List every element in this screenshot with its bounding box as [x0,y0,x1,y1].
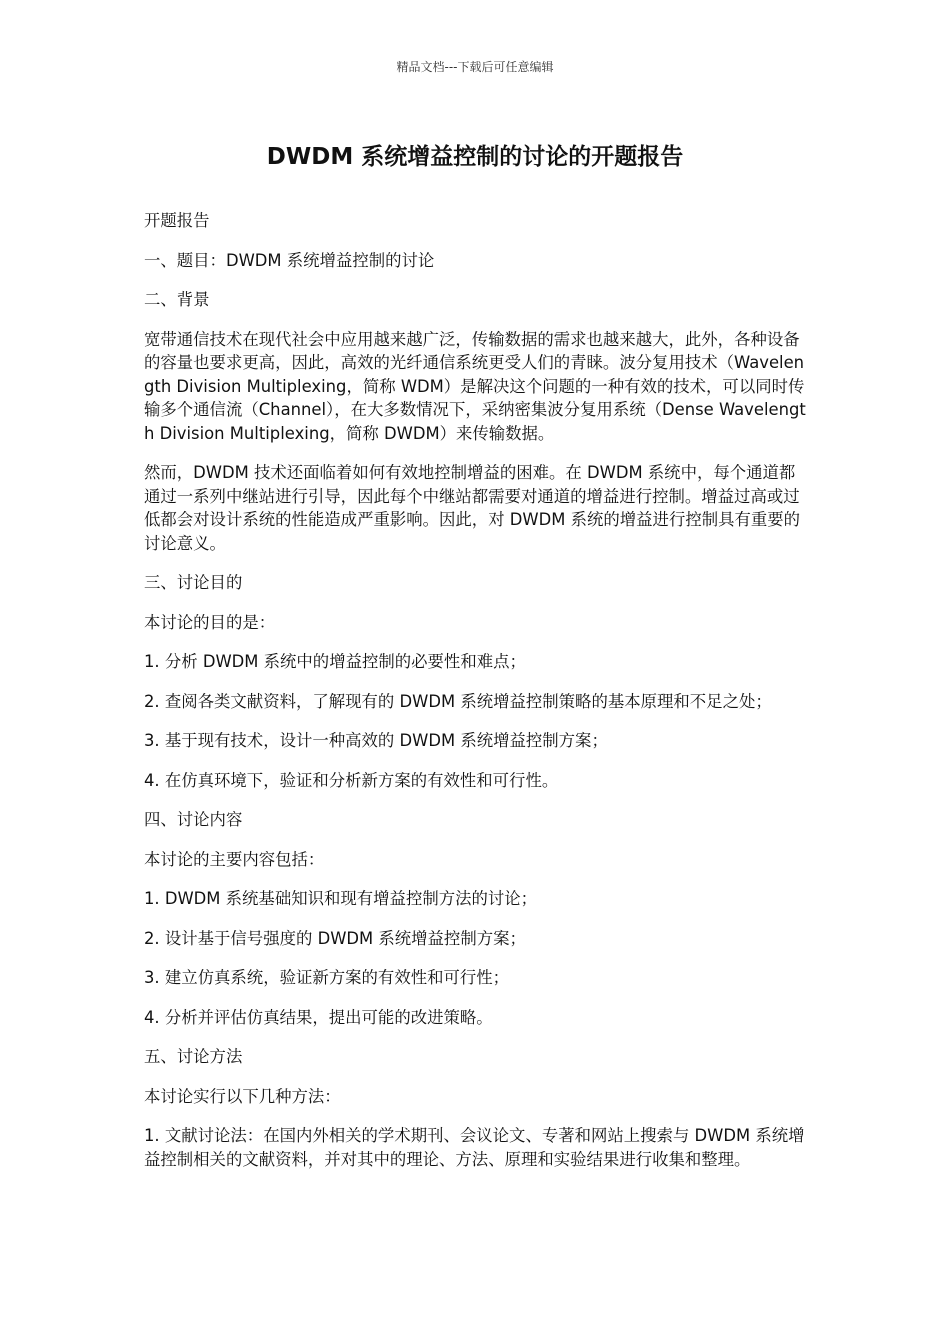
list-item-purpose-2: 2. 查阅各类文献资料，了解现有的 DWDM 系统增益控制策略的基本原理和不足之处； [144,691,772,711]
list-item-purpose-1: 1. 分析 DWDM 系统中的增益控制的必要性和难点； [144,652,526,671]
section-background-heading: 二、背景 [144,290,210,309]
list-item-method-1: 1. 文献讨论法：在国内外相关的学术期刊、会议论文、专著和网站上搜索与 DWDM 系统增益控制相关的文献资料，并对其中的理论、方法、原理和实验结果进行收集和整理。 [144,1126,805,1169]
document-title: DWDM 系统增益控制的讨论的开题报告 [266,144,684,170]
section-topic: 一、题目：DWDM 系统增益控制的讨论 [144,250,435,270]
list-item-content-4: 4. 分析并评估仿真结果，提出可能的改进策略。 [144,1007,493,1027]
paragraph-report-label: 开题报告 [144,211,210,230]
section-purpose-heading: 三、讨论目的 [144,573,243,592]
paragraph-purpose-intro: 本讨论的目的是： [144,612,276,632]
list-item-content-2: 2. 设计基于信号强度的 DWDM 系统增益控制方案； [144,928,526,948]
list-item-purpose-4: 4. 在仿真环境下，验证和分析新方案的有效性和可行性。 [144,770,559,790]
section-method-heading: 五、讨论方法 [144,1047,243,1066]
list-item-purpose-3: 3. 基于现有技术，设计一种高效的 DWDM 系统增益控制方案； [144,731,608,750]
section-content-heading: 四、讨论内容 [144,810,243,829]
paragraph-background-1: 宽带通信技术在现代社会中应用越来越广泛，传输数据的需求也越来越大，此外，各种设备的容量也要求更高，因此，高效的光纤通信系统更受人们的青睐。波分复用技术（Wavelength Division Multiplexing，简称 WDM）是解决这个问题的一种有效的技术，可以同时传输多个通信流（Channel），在大多数情况下，采纳密集波分复用系统（Dense Wavelength Division Multiplexing，简称 DWDM）来传输数据。 [144,329,806,443]
paragraph-method-intro: 本讨论实行以下几种方法： [144,1086,341,1106]
paragraph-content-intro: 本讨论的主要内容包括： [144,849,325,869]
document-body [144,209,806,1187]
list-item-content-1: 1. DWDM 系统基础知识和现有增益控制方法的讨论； [144,889,538,908]
list-item-content-3: 3. 建立仿真系统，验证新方案的有效性和可行性； [144,968,510,987]
header-note: 精品文档---下载后可任意编辑 [396,60,554,74]
paragraph-background-2: 然而，DWDM 技术还面临着如何有效地控制增益的困难。在 DWDM 系统中，每个通道都通过一系列中继站进行引导，因此每个中继站都需要对通道的增益进行控制。增益过高或过低都会对设计系统的性能造成严重影响。因此，对 DWDM 系统的增益进行控制具有重要的讨论意义。 [144,463,801,553]
